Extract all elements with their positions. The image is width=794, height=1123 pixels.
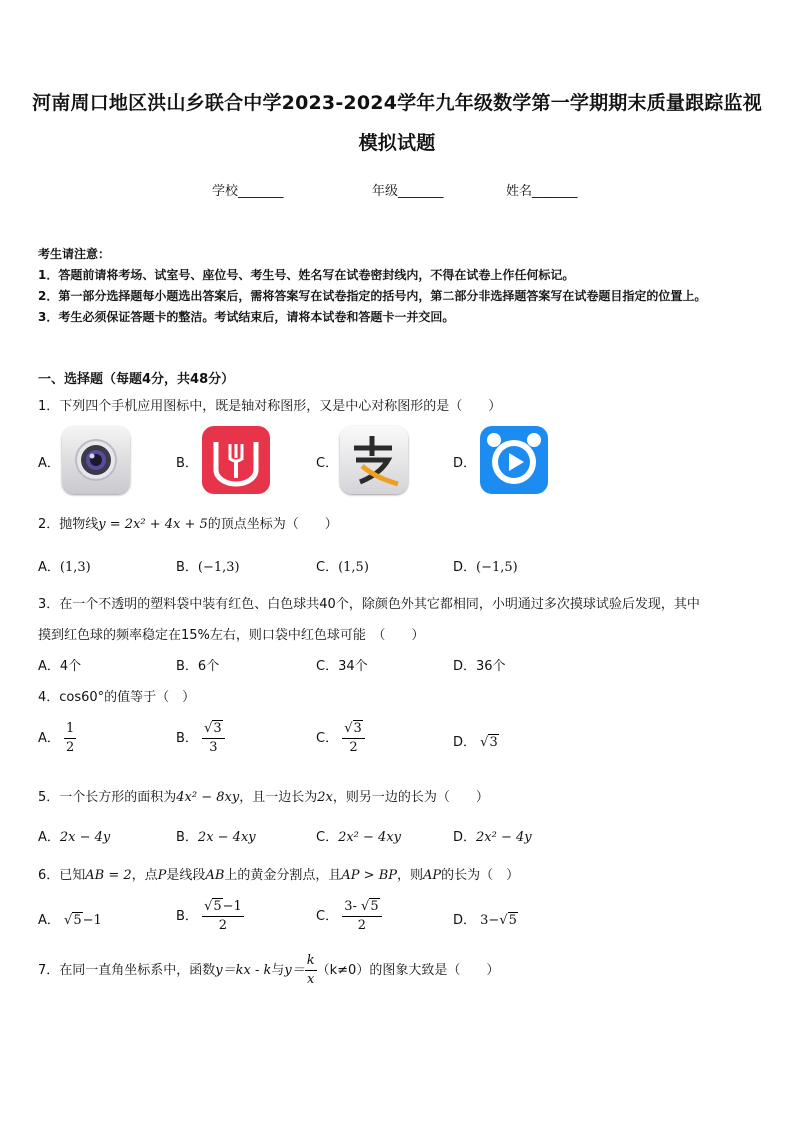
- school-blank: _______: [238, 184, 284, 199]
- q5-stem-text: ，且一边长为: [239, 790, 318, 805]
- sqrt: √5: [499, 913, 517, 928]
- q4-option-d[interactable]: [453, 731, 499, 750]
- q5-side-expression: 2x: [317, 790, 333, 805]
- q6-stem-text: 6．已知: [38, 868, 86, 883]
- q5-stem-tail: ，则另一边的长为（ ）: [332, 790, 489, 805]
- q6-stem-text: 上的黄金分割点，且: [224, 868, 342, 883]
- name-blank: _______: [532, 184, 578, 199]
- notes-item-3: 3．考生必须保证答题卡的整洁。考试结束后，请将本试卷和答题卡一并交回。: [38, 310, 455, 324]
- option-label: D．: [453, 560, 477, 575]
- q2-option-c[interactable]: [316, 556, 369, 575]
- option-text: (1,3): [59, 560, 91, 575]
- numerator: [342, 720, 365, 739]
- q1-option-d-label: D．: [453, 456, 477, 471]
- name-label: 姓名: [506, 184, 533, 199]
- denominator: x: [307, 972, 315, 987]
- sqrt: √3: [480, 735, 498, 750]
- option-text: 4个: [59, 659, 82, 674]
- radicand: 5: [370, 899, 379, 914]
- q5-option-b[interactable]: [176, 826, 256, 845]
- option-text: 6个: [197, 659, 220, 674]
- option-label: B．: [176, 830, 198, 845]
- question-3-line2: 摸到红色球的频率稳定在15%左右，则口袋中红色球可能 （ ）: [38, 628, 425, 643]
- numerator: k: [305, 952, 317, 971]
- school-label: 学校: [212, 184, 239, 199]
- denominator: 3: [209, 740, 218, 755]
- option-label: B．: [176, 731, 198, 746]
- notes-header: 考生请注意：: [38, 247, 111, 261]
- question-5-stem: [38, 786, 489, 805]
- question-1-stem: 1．下列四个手机应用图标中，既是轴对称图形，又是中心对称图形的是（ ）: [38, 399, 502, 414]
- q5-option-c[interactable]: [316, 826, 401, 845]
- q6-segment-ap: AP: [423, 868, 442, 883]
- sqrt: √3: [204, 721, 222, 736]
- exam-notes: [38, 244, 763, 328]
- option-label: D．: [453, 659, 477, 674]
- option-text: (1,5): [338, 560, 369, 575]
- question-7-stem: [38, 952, 499, 989]
- q7-linear-function: y＝kx - k: [215, 963, 272, 978]
- q4-option-b[interactable]: [176, 720, 225, 757]
- q1-option-a-label: A．: [38, 456, 60, 471]
- radicand: 3: [353, 721, 362, 736]
- q3-option-c[interactable]: [316, 655, 368, 674]
- exam-title-line1: 河南周口地区洪山乡联合中学2023-2024学年九年级数学第一学期期末质量跟踪监视: [32, 92, 762, 114]
- option-label: A．: [38, 830, 60, 845]
- q7-inverse-fraction: [305, 952, 317, 989]
- q2-stem-tail: 的顶点坐标为（ ）: [207, 517, 338, 532]
- q2-stem-text: 2．抛物线: [38, 517, 99, 532]
- option-label: C．: [316, 909, 339, 924]
- q7-stem-tail: （k≠0）的图象大致是（ ）: [316, 963, 500, 978]
- radicand: 5: [73, 913, 82, 928]
- option-label: D．: [453, 830, 477, 845]
- q2-parabola-equation: y = 2x² + 4x + 5: [98, 517, 208, 532]
- q1-option-b-label: B．: [176, 456, 198, 471]
- option-label: A．: [38, 913, 60, 928]
- grade-label: 年级: [372, 184, 399, 199]
- option-label: D．: [453, 913, 477, 928]
- option-label: A．: [38, 731, 60, 746]
- q3-option-a[interactable]: [38, 655, 81, 674]
- q6-stem-text: 是线段: [166, 868, 206, 883]
- option-text: 2x − 4xy: [197, 830, 256, 845]
- q6-condition: AP > BP: [341, 868, 397, 883]
- grade-field[interactable]: [372, 180, 444, 199]
- option-text: 2x² − 4xy: [338, 830, 401, 845]
- numerator: 1: [64, 720, 76, 739]
- option-text: (−1,3): [197, 560, 240, 575]
- q5-area-expression: 4x² − 8xy: [176, 790, 240, 805]
- denominator: 2: [218, 918, 228, 933]
- q6-option-a[interactable]: [38, 909, 102, 928]
- question-4-stem: 4．cos60°的值等于（ ）: [38, 690, 196, 705]
- option-label: A．: [38, 560, 60, 575]
- q6-stem-text: ，点: [131, 868, 158, 883]
- q6-stem-tail: 的长为（ ）: [441, 868, 520, 883]
- q6-stem-text: ，则: [397, 868, 424, 883]
- q5-stem-text: 5．一个长方形的面积为: [38, 790, 177, 805]
- fraction: [342, 898, 381, 935]
- q3-option-d[interactable]: [453, 655, 506, 674]
- q7-stem-text: 7．在同一直角坐标系中，函数: [38, 963, 216, 978]
- radicand: 5: [508, 913, 517, 928]
- q6-option-d[interactable]: [453, 909, 518, 928]
- option-text: (−1,5): [476, 560, 518, 575]
- option-text: 2x − 4y: [59, 830, 111, 845]
- question-2-stem: [38, 513, 338, 532]
- option-label: A．: [38, 659, 60, 674]
- q3-option-b[interactable]: [176, 655, 219, 674]
- sqrt: √5: [204, 899, 222, 914]
- numerator: [202, 898, 244, 917]
- option-text: 2x² − 4y: [476, 830, 532, 845]
- option-label: B．: [176, 659, 198, 674]
- q5-option-a[interactable]: [38, 826, 110, 845]
- school-field[interactable]: [212, 180, 284, 199]
- numerator: [342, 898, 381, 917]
- q7-y-equals: y＝: [284, 963, 305, 978]
- notes-item-2: 2．第一部分选择题每小题选出答案后，需将答案写在试卷指定的括号内，第二部分非选择题答案写在试卷题目指定的位置上。: [38, 289, 707, 303]
- sqrt: √5: [64, 913, 82, 928]
- q4-option-a[interactable]: [38, 720, 76, 757]
- q2-option-b[interactable]: [176, 556, 240, 575]
- sqrt: √3: [344, 721, 362, 736]
- grade-blank: _______: [398, 184, 444, 199]
- option-label: C．: [316, 830, 339, 845]
- option-label: B．: [176, 909, 198, 924]
- q4-option-c[interactable]: [316, 720, 365, 757]
- fraction: [202, 898, 244, 935]
- q6-segment-ab: AB: [205, 868, 225, 883]
- q5-option-d[interactable]: [453, 826, 532, 845]
- question-3-line1: 3．在一个不透明的塑料袋中装有红色、白色球共40个，除颜色外其它都相同，小明通过多次摸球试验后发现，其中: [38, 597, 700, 612]
- option-label: C．: [316, 659, 339, 674]
- q2-option-a[interactable]: [38, 556, 91, 575]
- q7-stem-text: 与: [271, 963, 285, 978]
- numerator-tail: −1: [222, 899, 242, 914]
- food-fork-app-icon[interactable]: [202, 426, 270, 494]
- section-heading: 一、选择题（每题4分，共48分）: [38, 372, 235, 387]
- camera-app-icon[interactable]: [62, 426, 130, 494]
- fraction: [64, 720, 76, 757]
- denominator: 2: [66, 740, 75, 755]
- fraction: [202, 720, 225, 757]
- fraction: [342, 720, 365, 757]
- numerator-head: 3-: [344, 899, 357, 914]
- option-head: 3−: [480, 913, 500, 928]
- option-text: 34个: [338, 659, 368, 674]
- radicand: 5: [213, 899, 222, 914]
- denominator: 2: [349, 740, 358, 755]
- q2-option-d[interactable]: [453, 556, 518, 575]
- radicand: 3: [213, 721, 222, 736]
- option-label: C．: [316, 560, 339, 575]
- denominator: 2: [357, 918, 367, 933]
- numerator: [202, 720, 225, 739]
- option-label: D．: [453, 735, 477, 750]
- exam-title-line2: 模拟试题: [358, 132, 436, 154]
- notes-item-1: 1．答题前请将考场、试室号、座位号、考生号、姓名写在试卷密封线内，不得在试卷上作任何标记。: [38, 268, 575, 282]
- q6-ab-length: AB = 2: [85, 868, 132, 883]
- video-player-app-icon[interactable]: [480, 426, 548, 494]
- radicand: 3: [489, 735, 498, 750]
- sqrt: √5: [361, 899, 379, 914]
- option-tail: −1: [82, 913, 102, 928]
- q6-option-b[interactable]: [176, 898, 244, 935]
- q1-option-c-label: C．: [316, 456, 339, 471]
- name-field[interactable]: [506, 180, 578, 199]
- option-label: B．: [176, 560, 198, 575]
- alipay-app-icon[interactable]: [340, 426, 408, 494]
- option-label: C．: [316, 731, 339, 746]
- option-text: 36个: [476, 659, 506, 674]
- q6-option-c[interactable]: [316, 898, 382, 935]
- question-6-stem: [38, 864, 519, 883]
- q6-point-p: P: [157, 868, 167, 883]
